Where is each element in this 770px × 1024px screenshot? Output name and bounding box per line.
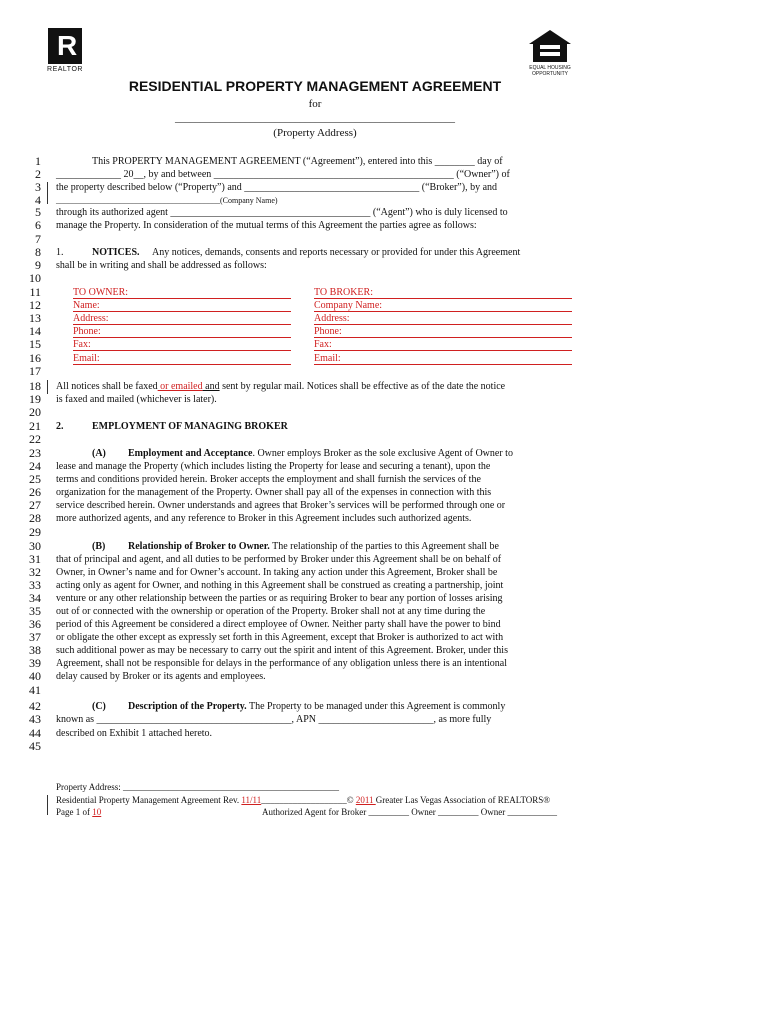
line-number: 2 — [35, 167, 41, 181]
broker-field-label: Address: — [314, 313, 350, 324]
section-a-line: organization for the management of the Property. Owner shall pay all of the expenses in connection with this — [56, 487, 492, 498]
intro-line-2: _____________ 20__, by and between ________________________________________________ (“Owner”) of — [56, 169, 510, 180]
intro-line-6: manage the Property. In consideration of the mutual terms of this Agreement the parties agree as follows: — [56, 220, 477, 231]
notices-number: 1. — [56, 247, 64, 258]
broker-field-row[interactable] — [314, 352, 572, 365]
line-number: 19 — [29, 392, 41, 406]
footer-form-name: Residential Property Management Agreement Rev. — [56, 795, 242, 805]
section-c-heading: Description of the Property. — [128, 701, 247, 712]
line-number: 37 — [29, 630, 41, 644]
broker-field-row — [314, 286, 572, 299]
section-b-line: Agreement, shall not be responsible for delays in the performance of any obligation unless there is an intentional — [56, 658, 507, 669]
section-b-heading: Relationship of Broker to Owner. — [128, 541, 270, 552]
line-number: 25 — [29, 472, 41, 486]
line-number: 26 — [29, 485, 41, 499]
house-icon — [527, 28, 573, 64]
footer-rev: 11/11 — [241, 795, 262, 805]
owner-field-row[interactable] — [73, 325, 291, 338]
notices-faxed-text: All notices shall be faxed — [56, 381, 158, 392]
section-c-line: described on Exhibit 1 attached hereto. — [56, 728, 213, 739]
footer-page-total: 10 — [92, 807, 102, 817]
footer-page-line — [56, 806, 101, 819]
line-number: 27 — [29, 498, 41, 512]
change-bar — [47, 182, 48, 204]
line-number: 12 — [29, 298, 41, 312]
section-a-heading: Employment and Acceptance — [128, 448, 253, 459]
line-number: 18 — [29, 379, 41, 393]
line-number: 7 — [35, 232, 41, 246]
broker-field-label: Company Name: — [314, 300, 383, 311]
employment-number: 2. — [56, 421, 64, 432]
line-number: 3 — [35, 180, 41, 194]
line-number: 13 — [29, 311, 41, 325]
line-number: 20 — [29, 405, 41, 419]
footer-initials[interactable]: Authorized Agent for Broker _________ Owner _________ Owner ___________ — [262, 807, 557, 817]
intro-line-4: _________________________________________(Company Name) — [56, 196, 278, 205]
line-number: 42 — [29, 699, 41, 713]
broker-field-row[interactable] — [314, 338, 572, 351]
section-b-line: such additional power as may be necessary to carry out the spirit and intent of this Agreement. Broker, under this — [56, 645, 508, 656]
broker-field-row[interactable] — [314, 325, 572, 338]
line-number: 30 — [29, 539, 41, 553]
section-b-label: (B) — [92, 541, 106, 552]
section-b-line: delay caused by Broker or its agents and employees. — [56, 671, 266, 682]
line-number: 34 — [29, 591, 41, 605]
property-address-blank[interactable]: ________________________________________________________ — [175, 113, 455, 124]
line-number: 11 — [29, 285, 41, 299]
change-bar — [47, 795, 48, 815]
equal-housing-logo — [527, 28, 573, 76]
broker-field-label: Phone: — [314, 326, 342, 337]
for-label: for — [308, 98, 322, 110]
section-b-first-line — [128, 540, 499, 553]
line-number: 29 — [29, 525, 41, 539]
section-b-line: that of principal and agent, and all duties to be performed by Broker under this Agreement shall be on behalf of — [56, 554, 502, 565]
section-b-line: or obligate the other except as expressly set forth in this Agreement, except that Broker is authorized to act with — [56, 632, 504, 643]
section-a-first-line — [128, 447, 513, 460]
line-number: 44 — [29, 726, 41, 740]
broker-field-label: TO BROKER: — [314, 287, 373, 298]
change-bar — [47, 380, 48, 394]
notices-heading: NOTICES. — [92, 247, 140, 258]
footer-association: Greater Las Vegas Association of REALTORS® — [375, 795, 551, 805]
line-number: 36 — [29, 617, 41, 631]
line-number: 21 — [29, 419, 41, 433]
line-number: 40 — [29, 669, 41, 683]
owner-field-label: TO OWNER: — [73, 287, 129, 298]
line-number: 32 — [29, 565, 41, 579]
property-address-caption: (Property Address) — [273, 127, 357, 139]
footer-rev-blank: ___________________ — [261, 795, 347, 805]
broker-field-label: Email: — [314, 353, 341, 364]
section-b-line: period of this Agreement be considered a direct employee of Owner. Neither party shall have the power to bind — [56, 619, 501, 630]
line-number: 15 — [29, 337, 41, 351]
section-c-label: (C) — [92, 701, 106, 712]
owner-field-label: Fax: — [73, 339, 91, 350]
broker-field-row[interactable] — [314, 312, 572, 325]
section-b-line: acting only as agent for Owner, and nothing in this Agreement shall be construed as creating a partnership, joint — [56, 580, 504, 591]
notices-emailed-text: or emailed — [157, 381, 203, 392]
broker-field-row[interactable] — [314, 299, 572, 312]
section-c-first-line — [128, 700, 505, 713]
line-number: 39 — [29, 656, 41, 670]
line-number: 5 — [35, 205, 41, 219]
line-number: 41 — [29, 683, 41, 697]
equal-housing-text: EQUAL HOUSING OPPORTUNITY — [529, 65, 571, 77]
broker-field-label: Fax: — [314, 339, 332, 350]
notices-effective-text: sent by regular mail. Notices shall be effective as of the date the notice — [219, 381, 506, 392]
line-number: 28 — [29, 511, 41, 525]
section-a-line: service described herein. Owner understands and agrees that Broker’s services will be performed through one or — [56, 500, 506, 511]
section-a-line: terms and conditions provided herein. Broker accepts the employment and shall furnish the services of the — [56, 474, 481, 485]
intro-line-1: This PROPERTY MANAGEMENT AGREEMENT (“Agreement”), entered into this ________ day of — [92, 156, 503, 167]
section-a-label: (A) — [92, 448, 106, 459]
line-number: 38 — [29, 643, 41, 657]
footer-year: 2011 — [355, 795, 376, 805]
line-number: 1 — [35, 154, 41, 168]
line-number: 33 — [29, 578, 41, 592]
document-title: RESIDENTIAL PROPERTY MANAGEMENT AGREEMENT — [128, 78, 502, 94]
line-number: 23 — [29, 446, 41, 460]
section-a-line: lease and manage the Property (which includes listing the Property for lease and securing a tenant), upon the — [56, 461, 491, 472]
intro-line-5: through its authorized agent ________________________________________ (“Agent”) who is duly licensed to — [56, 207, 508, 218]
footer-page-label: Page 1 of — [56, 807, 93, 817]
owner-field-row — [73, 286, 291, 299]
notices-line-2: shall be in writing and shall be addressed as follows: — [56, 260, 267, 271]
owner-field-row[interactable] — [73, 299, 291, 312]
owner-field-row[interactable] — [73, 352, 291, 365]
notices-after-line-1 — [56, 380, 505, 393]
notices-line-1: Any notices, demands, consents and reports necessary or provided for under this Agreement — [152, 247, 521, 258]
owner-field-label: Address: — [73, 313, 109, 324]
line-number: 8 — [35, 245, 41, 259]
section-b-line: out of or connected with the ownership or operation of the Property. Broker shall not at any time during the — [56, 606, 486, 617]
realtor-logo: R REALTOR — [44, 28, 86, 76]
line-number: 45 — [29, 739, 41, 753]
section-c-line: known as _______________________________________, APN _______________________, as more fully — [56, 714, 492, 725]
footer-copyright: © — [346, 795, 356, 805]
owner-field-label: Phone: — [73, 326, 101, 337]
section-a-line-0: . Owner employs Broker as the sole exclusive Agent of Owner to — [252, 448, 513, 459]
section-b-line-0: The relationship of the parties to this Agreement shall be — [269, 541, 499, 552]
line-number: 9 — [35, 258, 41, 272]
section-b-line: venture or any other relationship between the parties or as requiring Broker to bear any portion of losses arising — [56, 593, 503, 604]
employment-heading: EMPLOYMENT OF MANAGING BROKER — [92, 421, 288, 432]
notices-after-line-2: is faxed and mailed (whichever is later). — [56, 394, 217, 405]
line-number: 16 — [29, 351, 41, 365]
intro-line-3: the property described below (“Property”) and ___________________________________ (“Broker”), by and — [56, 182, 498, 193]
line-number: 14 — [29, 324, 41, 338]
line-number: 43 — [29, 712, 41, 726]
section-b-line: Owner, in Owner’s name and for Owner’s account. In taking any action under this Agreement, Broker shall be — [56, 567, 498, 578]
line-number: 4 — [35, 193, 41, 207]
footer-property-address: Property Address: ________________________________________________ — [56, 782, 339, 792]
line-number: 10 — [29, 271, 41, 285]
owner-field-row[interactable] — [73, 338, 291, 351]
realtor-logo-text: REALTOR — [47, 66, 83, 73]
owner-field-label: Name: — [73, 300, 100, 311]
line-number: 17 — [29, 364, 41, 378]
owner-field-row[interactable] — [73, 312, 291, 325]
line-number: 24 — [29, 459, 41, 473]
line-number: 31 — [29, 552, 41, 566]
owner-field-label: Email: — [73, 353, 100, 364]
section-a-line: more authorized agents, and any reference to Broker in this Agreement includes such authorized agents. — [56, 513, 472, 524]
line-number: 35 — [29, 604, 41, 618]
line-number: 22 — [29, 432, 41, 446]
section-c-line-0: The Property to be managed under this Agreement is commonly — [246, 701, 506, 712]
notices-and-text: and — [202, 381, 220, 392]
line-number: 6 — [35, 218, 41, 232]
